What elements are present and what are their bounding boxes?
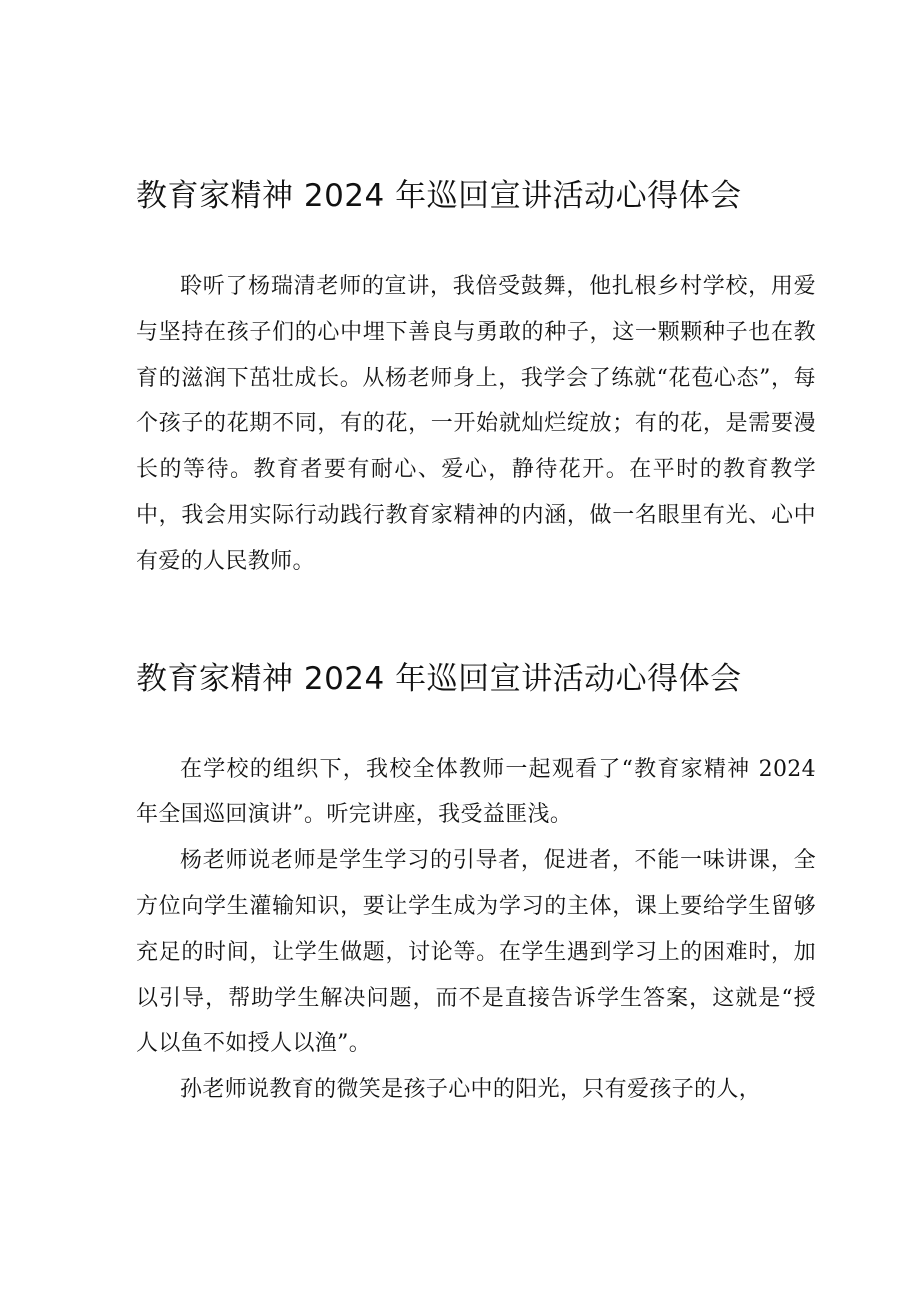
essay-body	[136, 264, 816, 585]
document-content	[136, 168, 816, 1113]
body-paragraph: 在学校的组织下，我校全体教师一起观看了“教育家精神 2024 年全国巡回演讲”。听完讲座，我受益匪浅。	[136, 756, 816, 828]
essay-body	[136, 747, 816, 1113]
essay-title: 教育家精神 2024 年巡回宣讲活动心得体会	[136, 178, 742, 214]
essay-section-1	[136, 168, 816, 585]
essay-title: 教育家精神 2024 年巡回宣讲活动心得体会	[136, 660, 742, 697]
body-paragraph: 杨老师说老师是学生学习的引导者，促进者，不能一味讲课，全方位向学生灌输知识，要让学生成为学习的主体，课上要给学生留够充足的时间，让学生做题，讨论等。在学生遇到学习上的困难时，加以引导，帮助学生解决问题，而不是直接告诉学生答案，这就是“授人以鱼不如授人以渔”。	[136, 848, 816, 1057]
body-paragraph: 聆听了杨瑞清老师的宣讲，我倍受鼓舞，他扎根乡村学校，用爱与坚持在孩子们的心中埋下善良与勇敢的种子，这一颗颗种子也在教育的滋润下茁壮成长。从杨老师身上，我学会了练就“花苞心态”，每个孩子的花期不同，有的花，一开始就灿烂绽放；有的花，是需要漫长的等待。教育者要有耐心、爱心，静待花开。在平时的教育教学中，我会用实际行动践行教育家精神的内涵，做一名眼里有光、心中有爱的人民教师。	[136, 274, 816, 574]
essay-section-2	[136, 651, 816, 1113]
body-paragraph: 孙老师说教育的微笑是孩子心中的阳光，只有爱孩子的人，	[180, 1077, 762, 1103]
